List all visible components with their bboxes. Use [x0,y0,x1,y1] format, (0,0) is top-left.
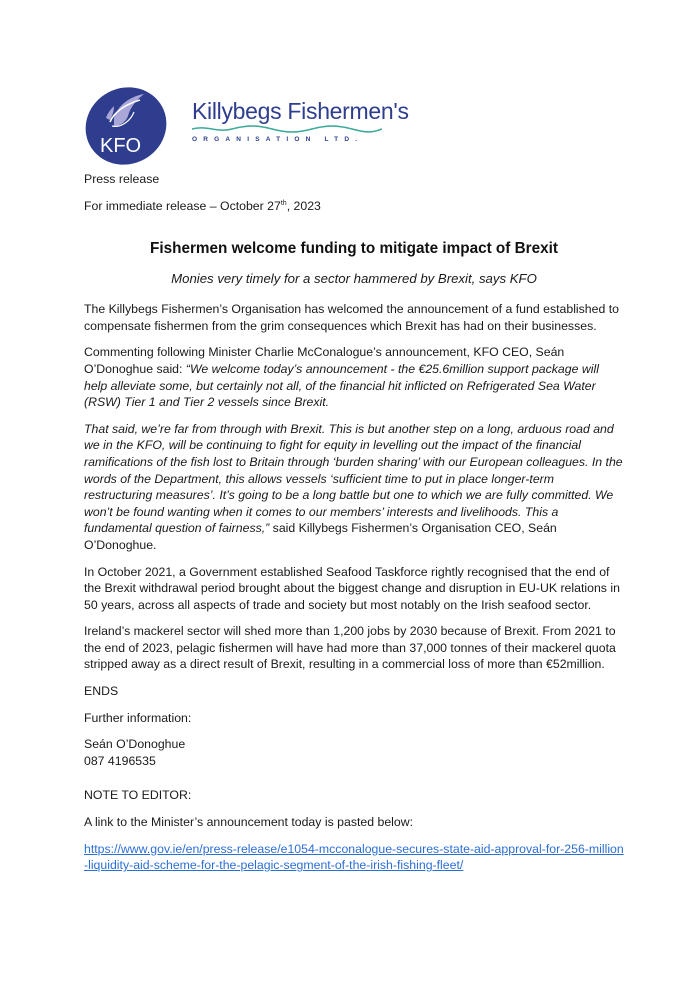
brand-wordmark [192,98,412,143]
contact-phone: 087 4196535 [84,753,156,768]
release-date-suffix-sup: th [280,199,287,207]
quote-closing-attribution: said Killybegs Fishermen’s Organisation CEO, Seán O’Donoghue. [84,521,557,552]
brand-name: Killybegs Fishermen's [192,98,409,124]
contact-name: Seán O’Donoghue [84,737,186,752]
release-date [84,198,624,215]
further-info-label: Further information: [84,710,192,725]
kfo-logo-icon [84,82,168,166]
quote-text: “We welcome today’s announcement - the €25.6million support package will help alleviate some, but certainly not all, of the financial hit inflicted on Refrigerated Sea Water (RSW) Tier 1 and Tier 2 vessels since Brexit. [84,361,599,410]
release-type: Press release [84,172,160,186]
link-intro: A link to the Minister’s announcement today is pasted below: [84,815,414,830]
contact-block [84,736,624,769]
wave-line-icon [192,125,382,133]
paragraph-quote-continued [84,421,624,554]
logo-abbrev-text: KFO [100,135,142,157]
quote-text-continued: That said, we’re far from through with Brexit. This is but another step on a long, arduous road and we in the KFO, will be continuing to fight for equity in levelling out the impact of the financial ramifications of the fish lost to Britain through ‘burden sharing’ with our European colleagues. In the words of the Department, this allows vessels ‘sufficient time to put in place longer-term restructuring measures’. It’s going to be a long battle but one to which we are fully committed. We won’t be found wanting when it comes to our members’ interests and livelihoods. This a fundamental question of fairness,” [84,421,623,536]
quote-attribution: Commenting following Minister Charlie McConalogue’s announcement, KFO CEO, Seán O’Donoghue said: [84,345,565,376]
headline-subtitle: Monies very timely for a sector hammered by Brexit, says KFO [171,271,537,287]
note-to-editor-label: NOTE TO EDITOR: [84,788,192,803]
release-date-prefix: For immediate release – October 27 [84,198,281,213]
press-release-body [84,171,624,884]
brand-subtitle: ORGANISATION LTD. [192,136,364,143]
kfo-letterhead [84,80,409,170]
release-date-year: , 2023 [286,198,321,213]
announcement-link-paragraph [84,841,624,874]
headline-title: Fishermen welcome funding to mitigate impact of Brexit [150,240,558,258]
paragraph-quote-start [84,344,624,410]
paragraph-intro: The Killybegs Fishermen’s Organisation has welcomed the announcement of a fund established to compensate fishermen from the grim consequences which Brexit has had on their businesses. [84,302,619,333]
paragraph-taskforce: In October 2021, a Government established Seafood Taskforce rightly recognised that the end of the Brexit withdrawal period brought about the biggest change and disruption in EU-UK relations in 50 years, across all aspects of trade and society but most notably on the Irish seafood sector. [84,564,620,612]
ends-marker: ENDS [84,684,119,699]
announcement-link[interactable]: https://www.gov.ie/en/press-release/e1054-mcconalogue-secures-state-aid-approval-for-256-million-liquidity-aid-scheme-for-the-pelagic-segment-of-the-irish-fishing-fleet/ [84,841,624,873]
paragraph-mackerel: Ireland’s mackerel sector will shed more than 1,200 jobs by 2030 because of Brexit. From 2021 to the end of 2023, pelagic fishermen will have had more than 37,000 tonnes of their mackerel quota stripped away as a direct result of Brexit, resulting in a commercial loss of more than €52million. [84,624,616,672]
